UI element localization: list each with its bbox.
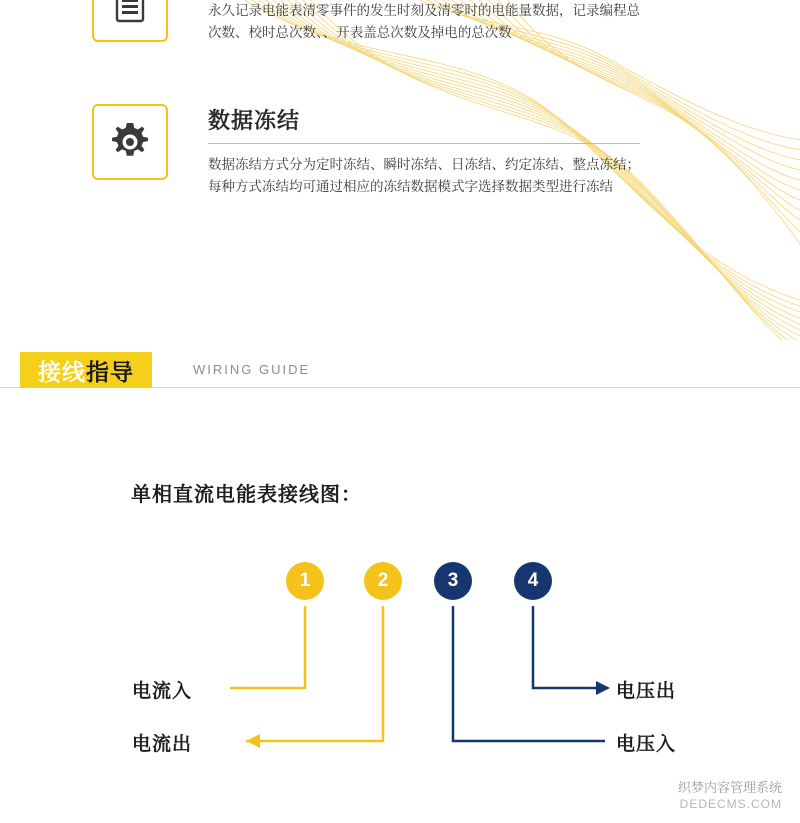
banner-subtitle-en: WIRING GUIDE (193, 362, 311, 377)
gear-icon (92, 104, 168, 180)
label-current-in: 电流入 (132, 681, 193, 702)
banner-tab (20, 352, 152, 388)
feature-title: 数据冻结 (208, 104, 640, 144)
wiring-diagram (110, 548, 730, 778)
banner-title-part2: 指导 (86, 358, 134, 385)
feature-body (208, 104, 640, 198)
feature-text: 永久记录电能表清零事件的发生时刻及清零时的电能量数据，记录编程总次数、校时总次数、、开表盖总次数及掉电的总次数 (208, 3, 640, 40)
diagram-title: 单相直流电能表接线图： (131, 484, 362, 506)
section-banner-wiring-guide (0, 352, 800, 388)
feature-block-data-freeze (92, 104, 640, 198)
footer-watermark-cn: 织梦内容管理系统 (677, 780, 782, 795)
document-lines-icon-glyph (113, 0, 147, 23)
terminal-node-1-label: 1 (299, 570, 311, 591)
terminal-node-2 (364, 562, 402, 600)
terminal-node-1 (286, 562, 324, 600)
feature-block-data-record (92, 0, 640, 44)
gear-icon-glyph (109, 121, 151, 163)
feature-body (208, 0, 640, 44)
feature-text: 数据冻结方式分为定时冻结、瞬时冻结、日冻结、约定冻结、整点冻结；每种方式冻结均可通过相应的冻结数据模式字选择数据类型进行冻结 (208, 157, 640, 194)
terminal-node-2-label: 2 (377, 570, 389, 591)
label-voltage-out: 电压出 (616, 681, 677, 702)
footer-watermark (678, 779, 782, 813)
terminal-node-4-label: 4 (527, 570, 539, 591)
terminal-node-3 (434, 562, 472, 600)
banner-title-part1: 接线 (38, 358, 86, 385)
label-current-out: 电流出 (132, 734, 193, 755)
terminal-node-4 (514, 562, 552, 600)
label-voltage-in: 电压入 (616, 734, 677, 755)
footer-watermark-en: DEDECMS.COM (679, 797, 782, 811)
document-lines-icon (92, 0, 168, 42)
terminal-node-3-label: 3 (447, 570, 459, 591)
